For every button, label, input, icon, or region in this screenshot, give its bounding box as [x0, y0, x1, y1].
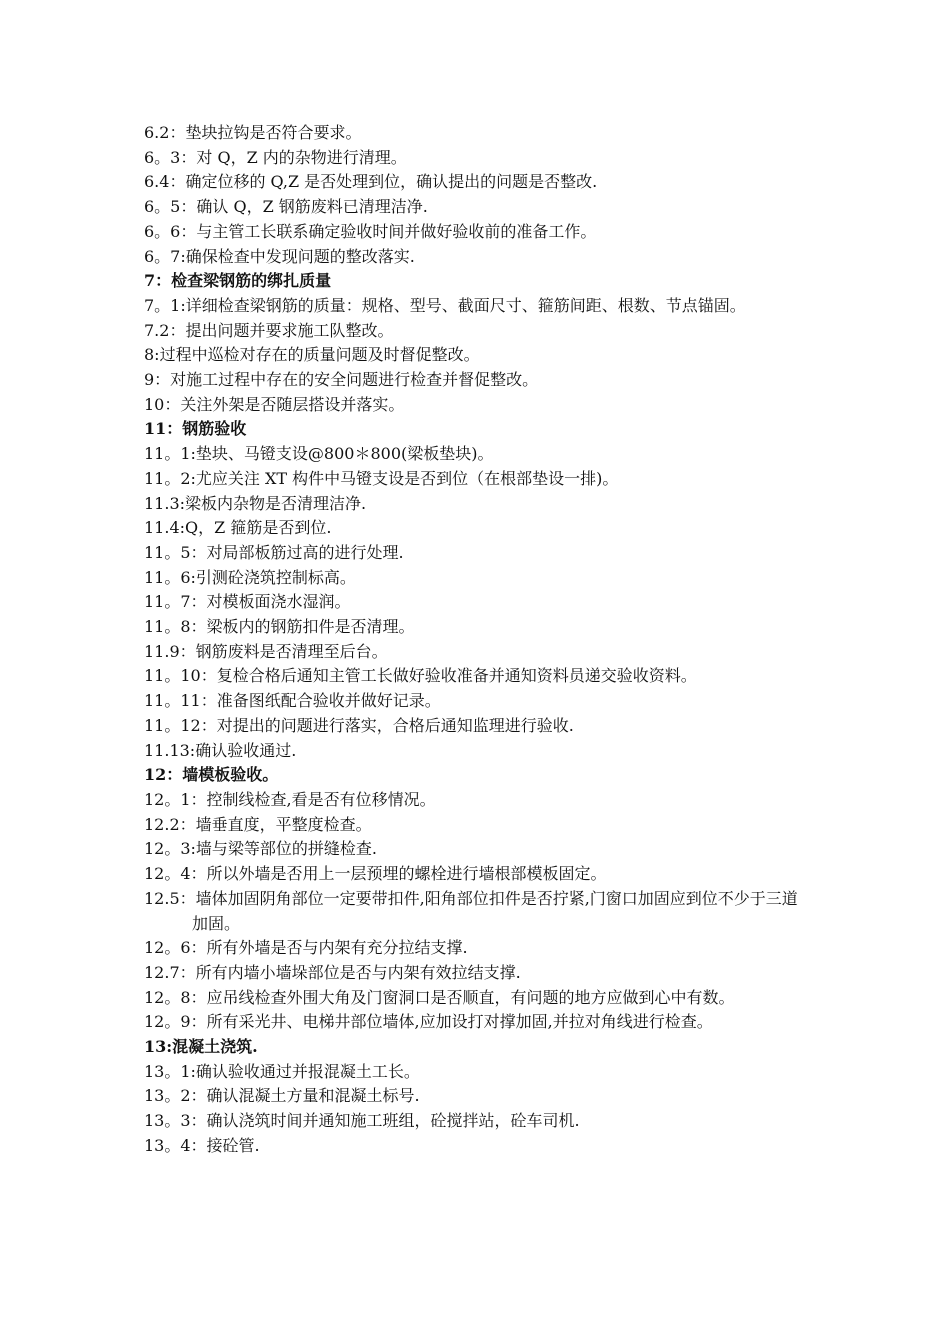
section-heading: 7：检查梁钢筋的绑扎质量 [144, 271, 332, 291]
list-item: 13。2：确认混凝土方量和混凝土标号. [144, 1086, 420, 1106]
section-heading: 11：钢筋验收 [144, 419, 247, 439]
list-item: 12。1：控制线检查,看是否有位移情况。 [144, 789, 436, 809]
list-item: 11.13:确认验收通过. [144, 740, 297, 760]
list-item: 13。4：接砼管. [144, 1135, 260, 1155]
list-item: 11。8：梁板内的钢筋扣件是否清理。 [144, 617, 415, 637]
list-item: 11.4:Q，Z 箍筋是否到位. [144, 518, 332, 538]
list-item: 12.7：所有内墙小墙垛部位是否与内架有效拉结支撑. [144, 962, 521, 982]
list-item: 12。8：应吊线检查外围大角及门窗洞口是否顺直，有问题的地方应做到心中有数。 [144, 987, 735, 1007]
list-item: 12。9：所有采光井、电梯井部位墙体,应加设打对撑加固,并拉对角线进行检查。 [144, 1012, 713, 1032]
list-item: 11.3:梁板内杂物是否清理洁净. [144, 493, 367, 513]
list-item: 12。6：所有外墙是否与内架有充分拉结支撑. [144, 938, 468, 958]
list-item: 6.2：垫块拉钩是否符合要求。 [144, 123, 362, 142]
list-item: 11。5：对局部板筋过高的进行处理. [144, 542, 404, 562]
list-item: 10：关注外架是否随层搭设并落实。 [144, 394, 405, 414]
list-item: 11。11：准备图纸配合验收并做好记录。 [144, 691, 441, 711]
list-item: 6。5：确认 Q，Z 钢筋废料已清理洁净. [144, 197, 428, 217]
list-item: 12。4：所以外墙是否用上一层预埋的螺栓进行墙根部模板固定。 [144, 864, 607, 884]
list-item: 13。1:确认验收通过并报混凝土工长。 [144, 1061, 420, 1081]
section-heading: 12：墙模板验收。 [144, 765, 279, 785]
list-item: 11。10：复检合格后通知主管工长做好验收准备并通知资料员递交验收资料。 [144, 666, 697, 686]
list-item: 6。3：对 Q，Z 内的杂物进行清理。 [144, 147, 407, 167]
list-item: 11。6:引测砼浇筑控制标高。 [144, 567, 356, 587]
list-item: 11。2:尤应关注 XT 构件中马镫支设是否到位（在根部垫设一排)。 [144, 468, 619, 488]
list-item: 6.4：确定位移的 Q,Z 是否处理到位，确认提出的问题是否整改. [144, 172, 598, 192]
section-heading: 13:混凝土浇筑. [144, 1037, 258, 1057]
list-item: 7。1:详细检查梁钢筋的质量：规格、型号、截面尺寸、箍筋间距、根数、节点锚固。 [144, 295, 746, 315]
list-item: 8:过程中巡检对存在的质量问题及时督促整改。 [144, 345, 480, 365]
list-item: 9：对施工过程中存在的安全问题进行检查并督促整改。 [144, 370, 539, 390]
list-item: 12.5：墙体加固阴角部位一定要带扣件,阳角部位扣件是否拧紧,门窗口加固应到位不少于三道加固。 [144, 888, 798, 933]
document-body [144, 121, 812, 1159]
list-item: 11。1:垫块、马镫支设@800＊800(梁板垫块)。 [144, 444, 494, 464]
list-item: 12.2：墙垂直度，平整度检查。 [144, 814, 372, 834]
list-item: 11。7：对模板面浇水湿润。 [144, 592, 351, 612]
list-item: 12。3:墙与梁等部位的拼缝检查. [144, 839, 378, 859]
list-item: 6。6：与主管工长联系确定验收时间并做好验收前的准备工作。 [144, 221, 597, 241]
list-item: 6。7:确保检查中发现问题的整改落实. [144, 246, 415, 266]
list-item: 13。3：确认浇筑时间并通知施工班组，砼搅拌站，砼车司机. [144, 1111, 580, 1131]
list-item: 11.9：钢筋废料是否清理至后台。 [144, 641, 388, 661]
list-item: 11。12：对提出的问题进行落实，合格后通知监理进行验收. [144, 715, 574, 735]
list-item: 7.2：提出问题并要求施工队整改。 [144, 320, 394, 340]
